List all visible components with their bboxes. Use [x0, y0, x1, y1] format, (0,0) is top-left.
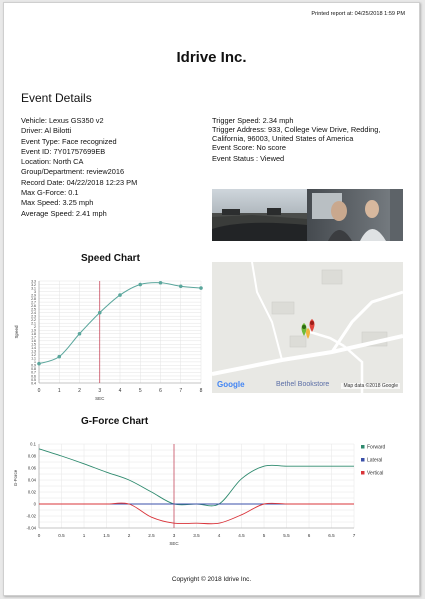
- detail-record-date: Record Date: 04/22/2018 12:23 PM: [21, 177, 138, 187]
- speed-ytick-label: 0.8: [31, 367, 36, 372]
- gforce-ytick-label: 0: [33, 501, 36, 507]
- gforce-xtick-label: 3: [172, 533, 176, 538]
- gforce-xtick-label: 3.5: [193, 533, 200, 538]
- speed-ytick-label: 0.5: [31, 377, 36, 382]
- speed-ytick-label: 1.6: [31, 339, 36, 344]
- speed-ytick-label: 2.6: [31, 303, 36, 308]
- gforce-xtick-label: 0.5: [58, 533, 65, 538]
- gforce-legend-swatch: [361, 471, 365, 475]
- camera-snapshot-image: [212, 189, 403, 241]
- speed-x-axis-label: SEC: [95, 396, 105, 401]
- detail-event-id: Event ID: 7Y01757699EB: [21, 146, 106, 156]
- detail-vehicle: Vehicle: Lexus GS350 v2: [21, 116, 104, 125]
- gforce-x-axis-label: SEC: [169, 541, 179, 546]
- speed-ytick-label: 1.7: [31, 335, 36, 340]
- speed-data-point: [118, 293, 122, 297]
- speed-ytick-label: 1.1: [31, 356, 36, 361]
- speed-chart-title: Speed Chart: [81, 253, 140, 264]
- gforce-ytick-label: 0.04: [27, 477, 36, 483]
- detail-location: Location: North CA: [21, 157, 84, 167]
- speed-data-point: [37, 362, 41, 366]
- detail-event-type: Event Type: Face recognized: [21, 136, 117, 146]
- speed-ytick-label: 0.4: [31, 381, 36, 386]
- speed-ytick-label: 3.3: [31, 279, 36, 284]
- gforce-ytick-label: -0.02: [26, 513, 36, 519]
- gforce-xtick-label: 5.5: [283, 533, 290, 538]
- speed-ytick-label: 3: [34, 289, 36, 294]
- gforce-xtick-label: 6.5: [328, 533, 335, 538]
- speed-ytick-label: 1: [34, 360, 36, 365]
- gforce-ytick-label: 0.02: [27, 489, 36, 495]
- speed-ytick-label: 2.9: [31, 293, 36, 298]
- speed-ytick-label: 2.7: [31, 300, 36, 305]
- speed-ytick-label: 2.1: [31, 321, 36, 326]
- gforce-xtick-label: 7: [352, 533, 356, 538]
- speed-ytick-label: 1.3: [31, 349, 36, 354]
- speed-ytick-label: 0.6: [31, 374, 36, 379]
- copyright: Copyright © 2018 Idrive Inc.: [171, 576, 252, 583]
- report-page: [3, 2, 420, 596]
- speed-ytick-label: 1.8: [31, 332, 36, 337]
- printed-timestamp: Printed report at: 04/25/2018 1:59 PM: [311, 11, 405, 17]
- speed-xtick-label: 5: [138, 388, 142, 394]
- detail-avg-speed: Average Speed: 2.41 mph: [21, 208, 107, 218]
- event-location-map[interactable]: [212, 262, 403, 393]
- speed-xtick-label: 1: [57, 388, 61, 394]
- speed-xtick-label: 7: [179, 388, 183, 394]
- detail-group: Group/Department: review2016: [21, 167, 125, 177]
- gforce-xtick-label: 2: [127, 533, 131, 538]
- speed-xtick-label: 3: [98, 388, 102, 394]
- speed-xtick-label: 2: [78, 388, 81, 394]
- speed-ytick-label: 0.7: [31, 370, 36, 375]
- speed-data-point: [138, 283, 142, 287]
- gforce-xtick-label: 2.5: [148, 533, 155, 538]
- speed-ytick-label: 1.4: [31, 346, 36, 351]
- gforce-legend-label: Forward: [367, 444, 386, 451]
- speed-ytick-label: 2.3: [31, 314, 36, 319]
- speed-ytick-label: 3.2: [31, 282, 36, 287]
- speed-ytick-label: 2.5: [31, 307, 36, 312]
- gforce-xtick-label: 0: [37, 533, 41, 538]
- speed-ytick-label: 1.5: [31, 342, 36, 347]
- speed-data-point: [159, 281, 163, 285]
- speed-ytick-label: 2: [34, 325, 36, 330]
- speed-xtick-label: 0: [37, 388, 41, 394]
- event-camera-snapshot[interactable]: [212, 189, 403, 241]
- detail-max-speed: Max Speed: 3.25 mph: [21, 198, 94, 208]
- gforce-ytick-label: -0.04: [26, 525, 36, 531]
- speed-data-point: [98, 311, 102, 315]
- map-image: [212, 262, 403, 393]
- detail-event-score: Event Score: No score: [212, 143, 286, 153]
- gforce-legend-swatch: [361, 445, 365, 449]
- map-brand: Google: [217, 380, 245, 389]
- detail-trigger-address: Trigger Address: 933, College View Drive, Redding, California, 96003, United States of America: [212, 125, 381, 143]
- speed-ytick-label: 1.2: [31, 353, 36, 358]
- detail-driver: Driver: Al Bilotti: [21, 126, 72, 136]
- gforce-xtick-label: 1: [82, 533, 86, 538]
- gforce-legend-swatch: [361, 458, 365, 462]
- gforce-xtick-label: 4: [217, 533, 221, 538]
- speed-data-point: [199, 286, 203, 290]
- company-title: Idrive Inc.: [176, 49, 247, 66]
- detail-trigger-speed: Trigger Speed: 2.34 mph: [212, 116, 294, 125]
- speed-ytick-label: 1.9: [31, 328, 36, 333]
- map-place-label: Bethel Bookstore: [276, 381, 330, 388]
- gforce-y-axis-label: G-Force: [13, 469, 18, 487]
- event-details-right: [212, 116, 410, 164]
- speed-data-point: [57, 355, 61, 359]
- gforce-legend-label: Vertical: [367, 470, 384, 477]
- gforce-ytick-label: 0.1: [30, 441, 36, 447]
- speed-ytick-label: 2.2: [31, 317, 36, 322]
- speed-chart: [9, 273, 207, 403]
- section-title: Event Details: [21, 91, 92, 105]
- speed-ytick-label: 2.4: [31, 310, 36, 315]
- gforce-legend-label: Lateral: [367, 457, 383, 464]
- gforce-xtick-label: 4.5: [238, 533, 245, 538]
- detail-event-status: Event Status : Viewed: [212, 153, 285, 163]
- gforce-ytick-label: 0.06: [27, 465, 36, 471]
- gforce-chart: [9, 436, 409, 558]
- speed-xtick-label: 6: [159, 388, 162, 394]
- map-attribution: Map data ©2018 Google: [343, 383, 398, 389]
- detail-max-gforce: Max G-Force: 0.1: [21, 188, 79, 198]
- gforce-chart-title: G-Force Chart: [81, 416, 149, 427]
- speed-ytick-label: 3.1: [31, 286, 36, 291]
- event-details-left: [21, 116, 137, 219]
- speed-y-axis-label: Speed: [14, 325, 19, 339]
- speed-xtick-label: 8: [199, 388, 203, 394]
- gforce-ytick-label: 0.08: [27, 453, 36, 459]
- gforce-xtick-label: 1.5: [103, 533, 110, 538]
- speed-ytick-label: 0.9: [31, 363, 36, 368]
- speed-ytick-label: 2.8: [31, 296, 36, 301]
- gforce-xtick-label: 5: [262, 533, 266, 538]
- gforce-xtick-label: 6: [307, 533, 311, 538]
- speed-data-point: [179, 284, 183, 288]
- speed-data-point: [78, 332, 82, 336]
- speed-xtick-label: 4: [118, 388, 122, 394]
